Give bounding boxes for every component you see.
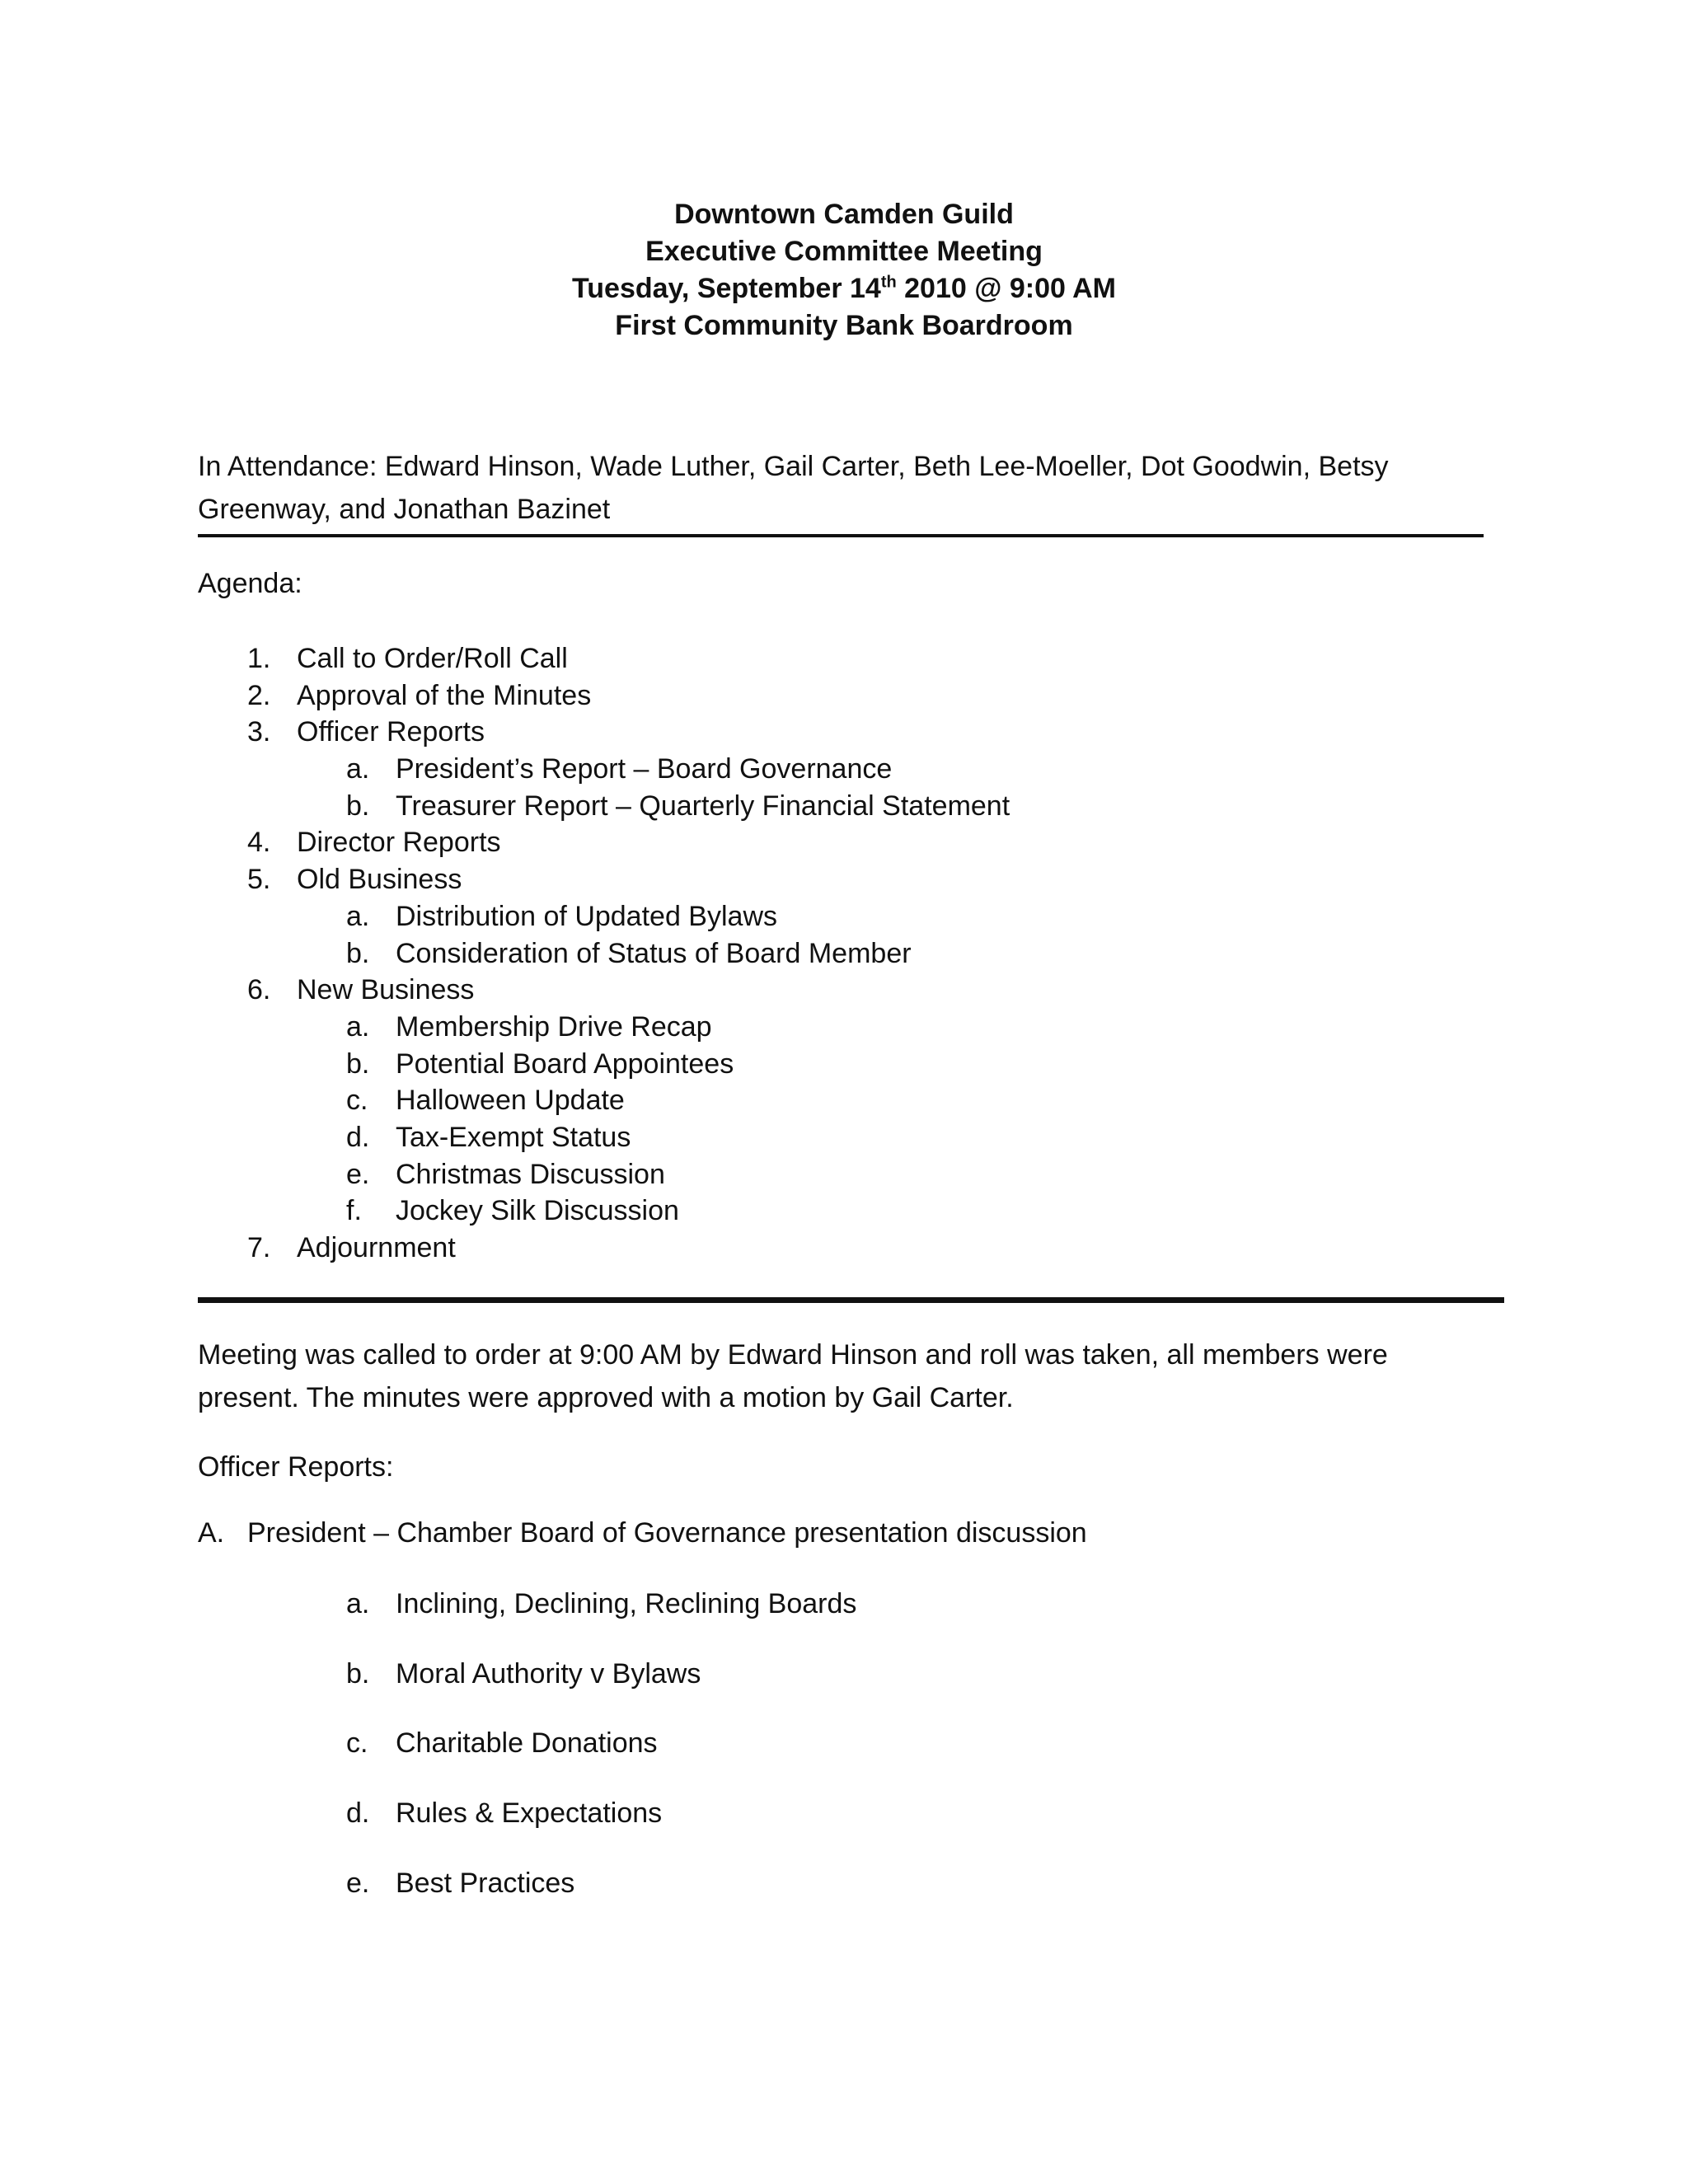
president-report-item-letter: d.: [346, 1797, 370, 1830]
agenda-subitem-letter: b.: [346, 937, 370, 969]
agenda-item-label: Distribution of Updated Bylaws: [396, 900, 778, 932]
president-report-item-letter: a.: [346, 1588, 370, 1619]
organization-name: Downtown Camden Guild: [674, 199, 1014, 230]
agenda-item: [0, 1156, 1688, 1193]
agenda-item: [0, 1046, 1688, 1083]
meeting-title: Executive Committee Meeting: [645, 236, 1043, 267]
agenda-item-label: Call to Order/Roll Call: [297, 643, 568, 674]
president-report-item: [0, 1865, 1688, 1935]
agenda-item-label: Adjournment: [297, 1232, 456, 1263]
agenda-item-label: Director Reports: [297, 827, 501, 859]
president-report-item-letter: e.: [346, 1867, 370, 1899]
agenda-item: [0, 751, 1688, 788]
agenda-item-number: 1.: [247, 643, 271, 674]
president-report-item-letter: c.: [346, 1727, 368, 1760]
president-report-item-letter: b.: [346, 1657, 370, 1690]
agenda-item: [0, 1193, 1688, 1230]
agenda-subitem-letter: a.: [346, 1010, 370, 1043]
agenda-item-label: New Business: [297, 974, 475, 1006]
agenda-item: [0, 714, 1688, 751]
agenda-item-number: 3.: [247, 716, 271, 748]
agenda-item-label: Consideration of Status of Board Member: [396, 937, 912, 969]
document-header: [0, 196, 1688, 344]
meeting-date: Tuesday, September 14th 2010 @ 9:00 AM: [572, 273, 1116, 304]
agenda-item-label: Jockey Silk Discussion: [396, 1195, 679, 1227]
agenda-subitem-letter: d.: [346, 1121, 370, 1153]
agenda-subitem-letter: e.: [346, 1158, 370, 1190]
section-a-marker: A.: [198, 1517, 225, 1549]
agenda-item: [0, 898, 1688, 935]
attendance-divider: [198, 534, 1484, 537]
agenda-subitem-letter: b.: [346, 790, 370, 822]
agenda-item: [0, 640, 1688, 677]
agenda-item-label: Old Business: [297, 864, 462, 896]
agenda-item-label: President’s Report – Board Governance: [396, 753, 893, 785]
president-report-item: [0, 1656, 1688, 1726]
agenda-divider: [198, 1297, 1504, 1303]
officer-reports-heading: Officer Reports:: [198, 1451, 394, 1483]
agenda-subitem-letter: c.: [346, 1085, 368, 1117]
agenda-item-number: 2.: [247, 679, 271, 711]
agenda-item-label: Approval of the Minutes: [297, 679, 592, 711]
agenda-item: [0, 935, 1688, 972]
president-report-item-label: Inclining, Declining, Reclining Boards: [396, 1588, 857, 1619]
agenda-subitem-letter: f.: [346, 1195, 362, 1227]
agenda-item: [0, 972, 1688, 1009]
president-report-list: [0, 1586, 1688, 1934]
agenda-heading: Agenda:: [198, 568, 302, 599]
president-report-item-label: Best Practices: [396, 1867, 575, 1899]
president-report-item: [0, 1795, 1688, 1865]
agenda-item: [0, 1082, 1688, 1119]
president-report-item-label: Moral Authority v Bylaws: [396, 1657, 701, 1690]
attendance-line-2: Greenway, and Jonathan Bazinet: [198, 494, 611, 525]
agenda-item-label: Officer Reports: [297, 716, 485, 748]
president-report-item-label: Rules & Expectations: [396, 1797, 663, 1830]
section-a-text: President – Chamber Board of Governance presentation discussion: [247, 1517, 1087, 1549]
minutes-line-1: Meeting was called to order at 9:00 AM by Edward Hinson and roll was taken, all members were: [198, 1339, 1388, 1371]
agenda-item-label: Tax-Exempt Status: [396, 1121, 631, 1153]
president-report-item-label: Charitable Donations: [396, 1727, 658, 1760]
agenda-item-number: 7.: [247, 1232, 271, 1263]
agenda-item: [0, 861, 1688, 898]
agenda-item: [0, 824, 1688, 861]
agenda-subitem-letter: a.: [346, 900, 370, 932]
attendance-line-1: In Attendance: Edward Hinson, Wade Luther, Gail Carter, Beth Lee-Moeller, Dot Goodwin, Betsy: [198, 451, 1389, 482]
minutes-line-2: present. The minutes were approved with a motion by Gail Carter.: [198, 1382, 1014, 1413]
agenda-item: [0, 1230, 1688, 1267]
agenda-item-label: Halloween Update: [396, 1085, 625, 1117]
agenda-item: [0, 1009, 1688, 1046]
agenda-subitem-letter: b.: [346, 1047, 370, 1080]
agenda-item: [0, 788, 1688, 825]
agenda-item-number: 4.: [247, 827, 271, 859]
agenda-item-label: Treasurer Report – Quarterly Financial Statement: [396, 790, 1010, 822]
agenda-subitem-letter: a.: [346, 753, 370, 785]
agenda-item: [0, 1119, 1688, 1156]
president-report-item: [0, 1586, 1688, 1656]
agenda-item-label: Potential Board Appointees: [396, 1047, 734, 1080]
agenda-item-label: Christmas Discussion: [396, 1158, 665, 1190]
agenda-item-number: 6.: [247, 974, 271, 1006]
agenda-item-label: Membership Drive Recap: [396, 1010, 712, 1043]
meeting-location: First Community Bank Boardroom: [615, 310, 1073, 341]
agenda-item: [0, 677, 1688, 715]
agenda-list: [0, 640, 1688, 1267]
president-report-item: [0, 1725, 1688, 1795]
agenda-item-number: 5.: [247, 864, 271, 896]
